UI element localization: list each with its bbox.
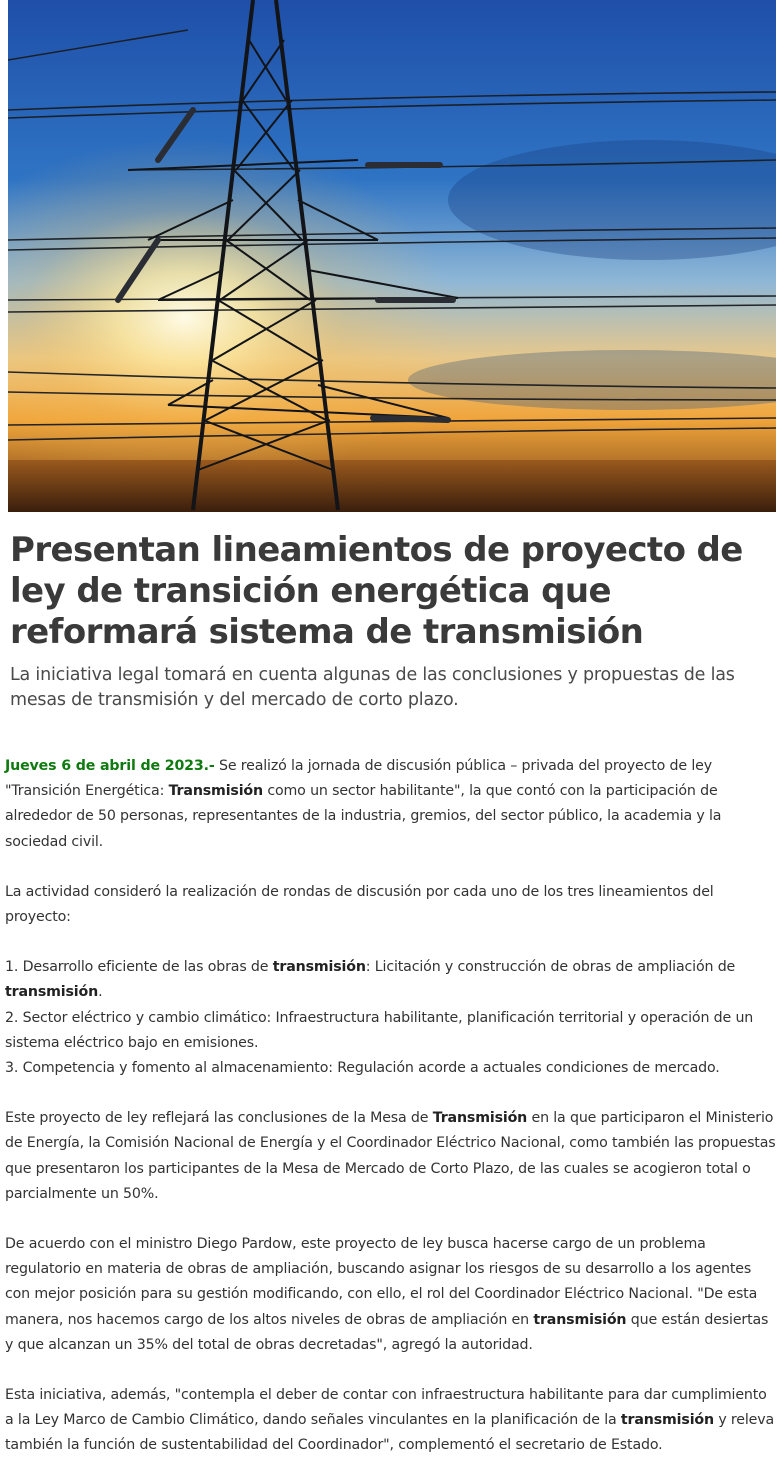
- article-date: Jueves 6 de abril de 2023.-: [5, 758, 215, 774]
- paragraph-intro: [5, 754, 779, 855]
- list-item: 2. Sector eléctrico y cambio climático: Infraestructura habilitante, planificación territorial y operación de un sistema eléctrico bajo en emisiones.: [5, 1009, 754, 1051]
- bold-keyword: transmisión: [620, 1412, 714, 1429]
- bold-keyword: transmisión: [533, 1311, 627, 1328]
- article-header: [10, 530, 776, 713]
- text-run: De acuerdo con el ministro Diego Pardow, este proyecto de ley busca hacerse cargo de un problema regulatorio en materia de obras de ampliación, buscando asignar los riesgos de su desarrollo a los agentes con mejor posición para su gestión modificando, con ello, el rol del Coordinador Eléctrico Nacional. "De esta manera, nos hacemos cargo de los altos niveles de obras de ampliación en: [5, 1236, 758, 1328]
- text-run: .: [98, 984, 103, 1001]
- text-run: Este proyecto de ley reflejará las conclusiones de la Mesa de: [5, 1110, 433, 1127]
- text-run: Se realizó la jornada de discusión pública – privada del proyecto de ley "Transición Energética:: [5, 758, 712, 800]
- paragraph-initiative: [5, 1383, 779, 1459]
- text-run: que están desiertas y que alcanzan un 35% del total de obras decretadas", agregó la autoridad.: [5, 1311, 769, 1353]
- list-item: [5, 955, 779, 1005]
- paragraph-rounds: La actividad consideró la realización de rondas de discusión por cada uno de los tres lineamientos del proyecto:: [5, 883, 714, 926]
- paragraph-conclusions: [5, 1106, 779, 1207]
- bold-keyword: transmisión: [5, 984, 99, 1001]
- bold-keyword: transmisión: [272, 959, 366, 976]
- text-run: : Licitación y construcción de obras de ampliación de: [365, 959, 736, 976]
- list-item: 3. Competencia y fomento al almacenamiento: Regulación acorde a actuales condiciones de mercado.: [5, 1060, 720, 1077]
- text-run: como un sector habilitante", la que contó con la participación de alrededor de 50 personas, representantes de la industria, gremios, del sector público, la academia y la sociedad civil.: [5, 783, 722, 850]
- text-run: y releva también la función de sustentabilidad del Coordinador", complementó el secretario de Estado.: [5, 1412, 775, 1454]
- hero-image: [8, 0, 776, 512]
- text-run: en la que participaron el Ministerio de Energía, la Comisión Nacional de Energía y el Coordinador Eléctrico Nacional, como también las propuestas que presentaron los participantes de la Mesa de Mercado de Corto Plazo, de las cuales se acogieron total o parcialmente un 50%.: [5, 1110, 776, 1202]
- text-run: 1. Desarrollo eficiente de las obras de: [5, 959, 273, 976]
- article-subheadline: La iniciativa legal tomará en cuenta algunas de las conclusiones y propuestas de las mesas de transmisión y del mercado de corto plazo.: [10, 665, 735, 710]
- transmission-tower-photo: [8, 0, 776, 512]
- bold-keyword: Transmisión: [168, 783, 263, 800]
- paragraph-minister: [5, 1232, 779, 1358]
- guidelines-list: [5, 955, 779, 1081]
- text-run: Esta iniciativa, además, "contempla el deber de contar con infraestructura habilitante para dar cumplimiento a la Ley Marco de Cambio Climático, dando señales vinculantes en la planificación de la: [5, 1387, 767, 1429]
- article-headline: Presentan lineamientos de proyecto de ley de transición energética que reformará sistema de transmisión: [10, 530, 743, 652]
- bold-keyword: Transmisión: [432, 1110, 528, 1127]
- article-body: [5, 754, 779, 1484]
